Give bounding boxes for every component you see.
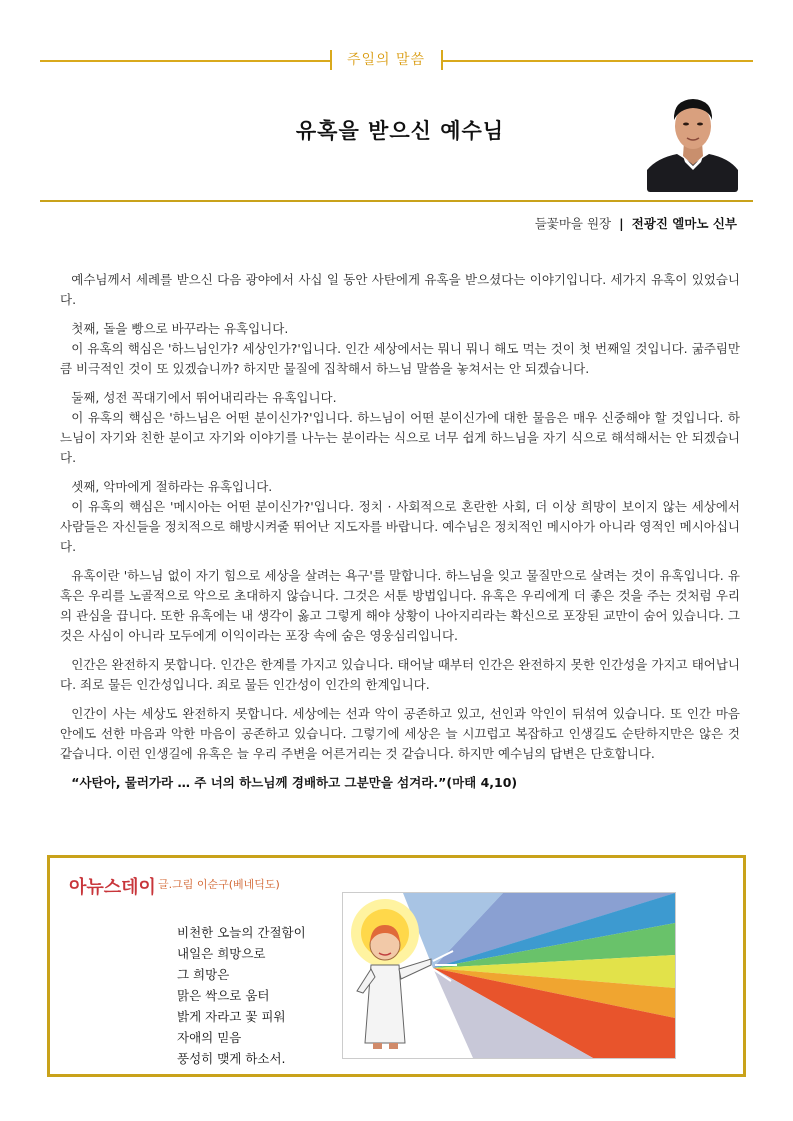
paragraph: 예수님께서 세례를 받으신 다음 광야에서 사십 일 동안 사탄에게 유혹을 받으셨다는 이야기입니다. 세가지 유혹이 있었습니다.	[60, 272, 740, 307]
poem-line: 비천한 오늘의 간절함이	[177, 925, 306, 940]
article-body	[60, 270, 740, 802]
author-separator: |	[619, 216, 624, 231]
poem	[177, 922, 306, 1069]
paragraph: 인간은 완전하지 못합니다. 인간은 한계를 가지고 있습니다. 태어날 때부터 인간은 완전하지 못한 인간성을 가지고 태어납니다. 죄로 물든 인간성입니다. 죄로 물든 인간성이 인간의 한계입니다.	[60, 657, 740, 692]
paragraph: 이 유혹의 핵심은 '메시아는 어떤 분이신가?'입니다. 정치 · 사회적으로 혼란한 사회, 더 이상 희망이 보이지 않는 세상에서 사람들은 자신들을 정치적으로 해방시켜줄 뛰어난 지도자를 바랍니다. 예수님은 정치적인 메시아가 아니라 영적인 메시아십니다.	[60, 499, 740, 554]
poem-line: 밝게 자라고 꽃 피워	[177, 1009, 286, 1024]
section-label: 주일의 말씀	[346, 52, 426, 68]
poem-line: 풍성히 맺게 하소서.	[177, 1051, 286, 1066]
paragraph: 인간이 사는 세상도 완전하지 못합니다. 세상에는 선과 악이 공존하고 있고, 선인과 악인이 뒤섞여 있습니다. 또 인간 마음 안에도 선한 마음과 악한 마음이 공존하고 있습니다. 그렇기에 세상은 늘 시끄럽고 복잡하고 인생길도 순탄하지만은 않은 것 같습니다. 이런 인생길에 유혹은 늘 우리 주변을 어른거리는 것 같습니다. 하지만 예수님의 답변은 단호합니다.	[60, 706, 740, 761]
agnus-dei-box	[47, 855, 746, 1077]
poem-line: 자애의 믿음	[177, 1030, 242, 1045]
author-role: 들꽃마을 원장	[534, 216, 612, 231]
box-subtitle: 글.그림 이순구(베네딕도)	[158, 878, 280, 891]
author-name: 전광진 엘마노 신부	[631, 216, 737, 231]
poem-line: 맑은 싹으로 움터	[177, 988, 270, 1003]
paragraph: 유혹이란 '하느님 없이 자기 힘으로 세상을 살려는 욕구'를 말합니다. 하느님을 잊고 물질만으로 살려는 것이 유혹입니다. 유혹은 우리를 노골적으로 악으로 초대하지 않습니다. 그것은 서툰 방법입니다. 유혹은 우리에게 더 좋은 것을 주는 것처럼 우리의 관심을 끕니다. 또한 유혹에는 내 생각이 옳고 그렇게 해야 상황이 나아지리라는 확신으로 포장된 교만이 숨어 있습니다. 그것은 사심이 아니라 모두에게 이익이라는 포장 속에 숨은 영웅심리입니다.	[60, 568, 740, 643]
box-title: 아뉴스데이	[69, 877, 156, 898]
section-rule-right	[442, 60, 753, 62]
paragraph: 이 유혹의 핵심은 '하느님은 어떤 분이신가?'입니다. 하느님이 어떤 분이신가에 대한 물음은 매우 신중해야 할 것입니다. 하느님이 자기와 친한 분이고 자기와 이야기를 나누는 분이라는 식으로 너무 쉽게 하느님을 자기 식으로 해석해서는 안 되겠습니다.	[60, 410, 740, 465]
paragraph: 셋째, 악마에게 절하라는 유혹입니다.	[71, 479, 273, 494]
scripture-quote: “사탄아, 물러가라 … 주 너의 하느님께 경배하고 그분만을 섬겨라.”(마태 4,10)	[71, 775, 518, 790]
author-photo	[647, 90, 738, 192]
paragraph: 이 유혹의 핵심은 '하느님인가? 세상인가?'입니다. 인간 세상에서는 뭐니 뭐니 해도 먹는 것이 첫 번째일 것입니다. 굶주림만큼 비극적인 것이 또 있겠습니까? 하지만 물질에 집착해서 하느님 말씀을 놓쳐서는 안 되겠습니다.	[60, 341, 740, 376]
jesus-rainbow-illustration	[342, 892, 676, 1059]
poem-line: 내일은 희망으로	[177, 946, 266, 961]
page-title: 유혹을 받으신 예수님	[295, 119, 505, 143]
poem-line: 그 희망은	[177, 967, 230, 982]
header-rule	[40, 200, 753, 202]
author-line	[535, 214, 737, 232]
paragraph: 첫째, 돌을 빵으로 바꾸라는 유혹입니다.	[71, 321, 289, 336]
section-rule-left	[40, 60, 331, 62]
paragraph: 둘째, 성전 꼭대기에서 뛰어내리라는 유혹입니다.	[71, 390, 337, 405]
